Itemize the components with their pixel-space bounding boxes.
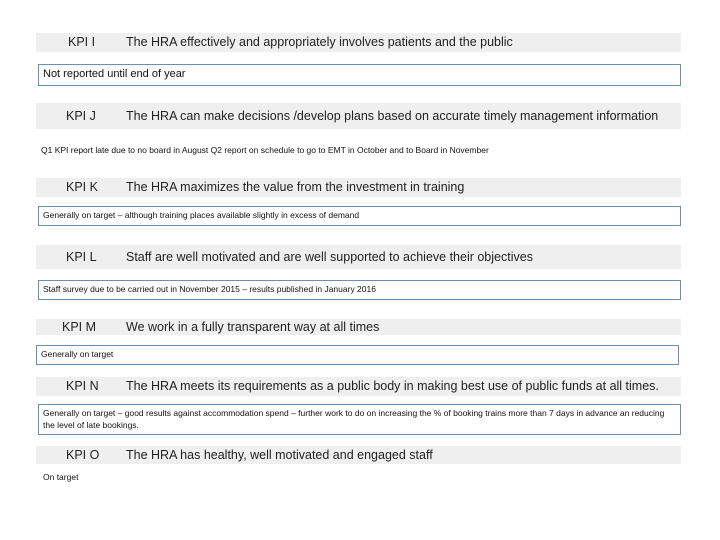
- kpi-id: KPI J: [66, 109, 96, 123]
- kpi-id: KPI L: [66, 250, 97, 264]
- kpi-status-k: Generally on target – although training places available slightly in excess of demand: [38, 206, 681, 226]
- kpi-header-n: [36, 377, 681, 396]
- kpi-title: The HRA can make decisions /develop plans based on accurate timely management information: [126, 109, 659, 123]
- kpi-id: KPI M: [62, 320, 97, 334]
- kpi-status-o: On target: [38, 468, 681, 488]
- kpi-title: The HRA meets its requirements as a public body in making best use of public funds at all times.: [126, 379, 659, 393]
- kpi-header-m: [36, 319, 681, 335]
- kpi-status-l: Staff survey due to be carried out in November 2015 – results published in January 2016: [38, 280, 681, 300]
- kpi-status-j: Q1 KPI report late due to no board in August Q2 report on schedule to go to EMT in October and to Board in November: [34, 141, 677, 157]
- kpi-header-l: [36, 245, 681, 269]
- kpi-header-o: [36, 446, 681, 464]
- kpi-title: We work in a fully transparent way at all times: [126, 320, 380, 334]
- kpi-id: KPI O: [66, 448, 100, 462]
- kpi-title: The HRA maximizes the value from the investment in training: [126, 180, 465, 194]
- kpi-title: The HRA has healthy, well motivated and engaged staff: [126, 448, 433, 462]
- kpi-header-j: [36, 103, 681, 129]
- kpi-title: The HRA effectively and appropriately involves patients and the public: [126, 35, 513, 49]
- kpi-header-i: [36, 33, 681, 52]
- kpi-title: Staff are well motivated and are well supported to achieve their objectives: [126, 250, 533, 264]
- kpi-status-m: Generally on target: [36, 345, 679, 365]
- kpi-id: KPI I: [68, 35, 96, 49]
- kpi-id: KPI N: [66, 379, 99, 393]
- kpi-header-k: [36, 178, 681, 197]
- kpi-status-n: Generally on target – good results against accommodation spend – further work to do on increasing the % of booking trains more than 7 days in advance an reducing the level of late bookings.: [38, 404, 681, 435]
- kpi-status-i: Not reported until end of year: [38, 64, 681, 86]
- kpi-id: KPI K: [66, 180, 98, 194]
